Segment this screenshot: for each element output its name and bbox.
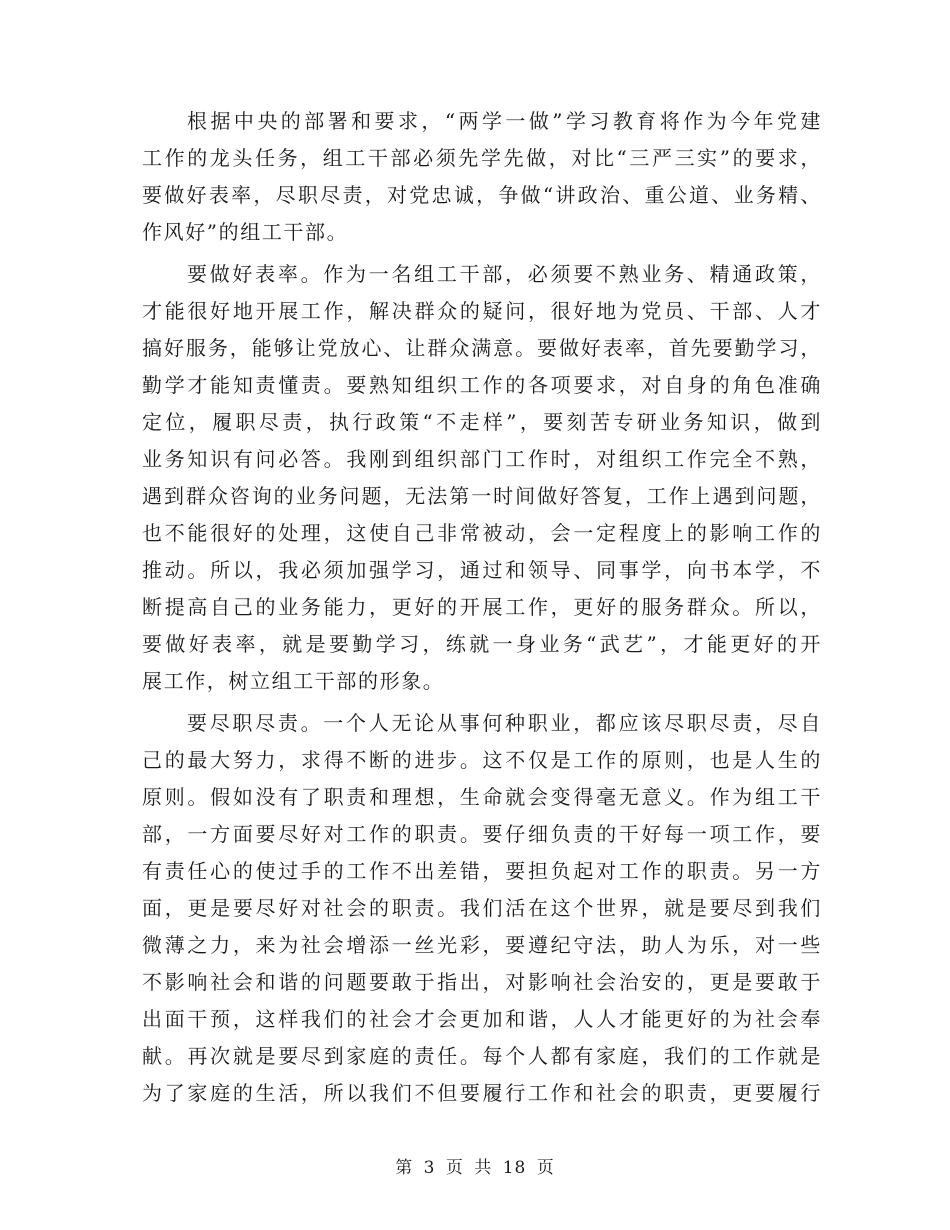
text-line: 为了家庭的生活，所以我们不但要履行工作和社会的职责，更要履行 xyxy=(142,1081,822,1105)
page-number-footer: 第 3 页 共 18 页 xyxy=(395,1158,555,1178)
text-line: 部，一方面要尽好对工作的职责。要仔细负责的干好每一项工作，要 xyxy=(142,822,822,846)
text-line: 遇到群众咨询的业务问题，无法第一时间做好答复，工作上遇到问题， xyxy=(142,484,822,508)
text-line: 要做好表率。作为一名组工干部，必须要不熟业务、精通政策， xyxy=(187,262,822,286)
text-line: 献。再次就是要尽到家庭的责任。每个人都有家庭，我们的工作就是 xyxy=(142,1044,822,1068)
document-body xyxy=(142,103,822,1112)
paragraph xyxy=(142,103,822,251)
text-line: 定位，履职尽责，执行政策“不走样”，要刻苦专研业务知识，做到 xyxy=(142,410,822,434)
text-line: 有责任心的使过手的工作不出差错，要担负起对工作的职责。另一方 xyxy=(142,859,822,883)
text-line: 也不能很好的处理，这使自己非常被动，会一定程度上的影响工作的 xyxy=(142,521,822,545)
text-line: 微薄之力，来为社会增添一丝光彩，要遵纪守法，助人为乐，对一些 xyxy=(142,933,822,957)
text-line: 业务知识有问必答。我刚到组织部门工作时，对组织工作完全不熟， xyxy=(142,447,822,471)
text-line: 断提高自己的业务能力，更好的开展工作，更好的服务群众。所以， xyxy=(142,595,822,619)
text-line: 勤学才能知责懂责。要熟知组织工作的各项要求，对自身的角色准确 xyxy=(142,373,822,397)
text-line: 己的最大努力，求得不断的进步。这不仅是工作的原则，也是人生的 xyxy=(142,748,822,772)
text-line: 作风好”的组工干部。 xyxy=(142,220,349,244)
paragraph xyxy=(142,256,822,700)
text-line: 推动。所以，我必须加强学习，通过和领导、同事学，向书本学，不 xyxy=(142,558,822,582)
text-line: 要做好表率，就是要勤学习，练就一身业务“武艺”，才能更好的开 xyxy=(142,632,822,656)
text-line: 原则。假如没有了职责和理想，生命就会变得毫无意义。作为组工干 xyxy=(142,785,822,809)
text-line: 要尽职尽责。一个人无论从事何种职业，都应该尽职尽责，尽自 xyxy=(187,711,822,735)
text-line: 要做好表率，尽职尽责，对党忠诚，争做“讲政治、重公道、业务精、 xyxy=(142,183,822,207)
text-line: 搞好服务，能够让党放心、让群众满意。要做好表率，首先要勤学习， xyxy=(142,336,822,360)
paragraph xyxy=(142,705,822,1112)
text-line: 展工作，树立组工干部的形象。 xyxy=(142,669,445,693)
text-line: 工作的龙头任务，组工干部必须先学先做，对比“三严三实”的要求， xyxy=(142,146,822,170)
text-line: 出面干预，这样我们的社会才会更加和谐，人人才能更好的为社会奉 xyxy=(142,1007,822,1031)
text-line: 根据中央的部署和要求，“两学一做”学习教育将作为今年党建 xyxy=(187,109,822,133)
text-line: 不影响社会和谐的问题要敢于指出，对影响社会治安的，更是要敢于 xyxy=(142,970,822,994)
text-line: 面，更是要尽好对社会的职责。我们活在这个世界，就是要尽到我们 xyxy=(142,896,822,920)
text-line: 才能很好地开展工作，解决群众的疑问，很好地为党员、干部、人才 xyxy=(142,299,822,323)
